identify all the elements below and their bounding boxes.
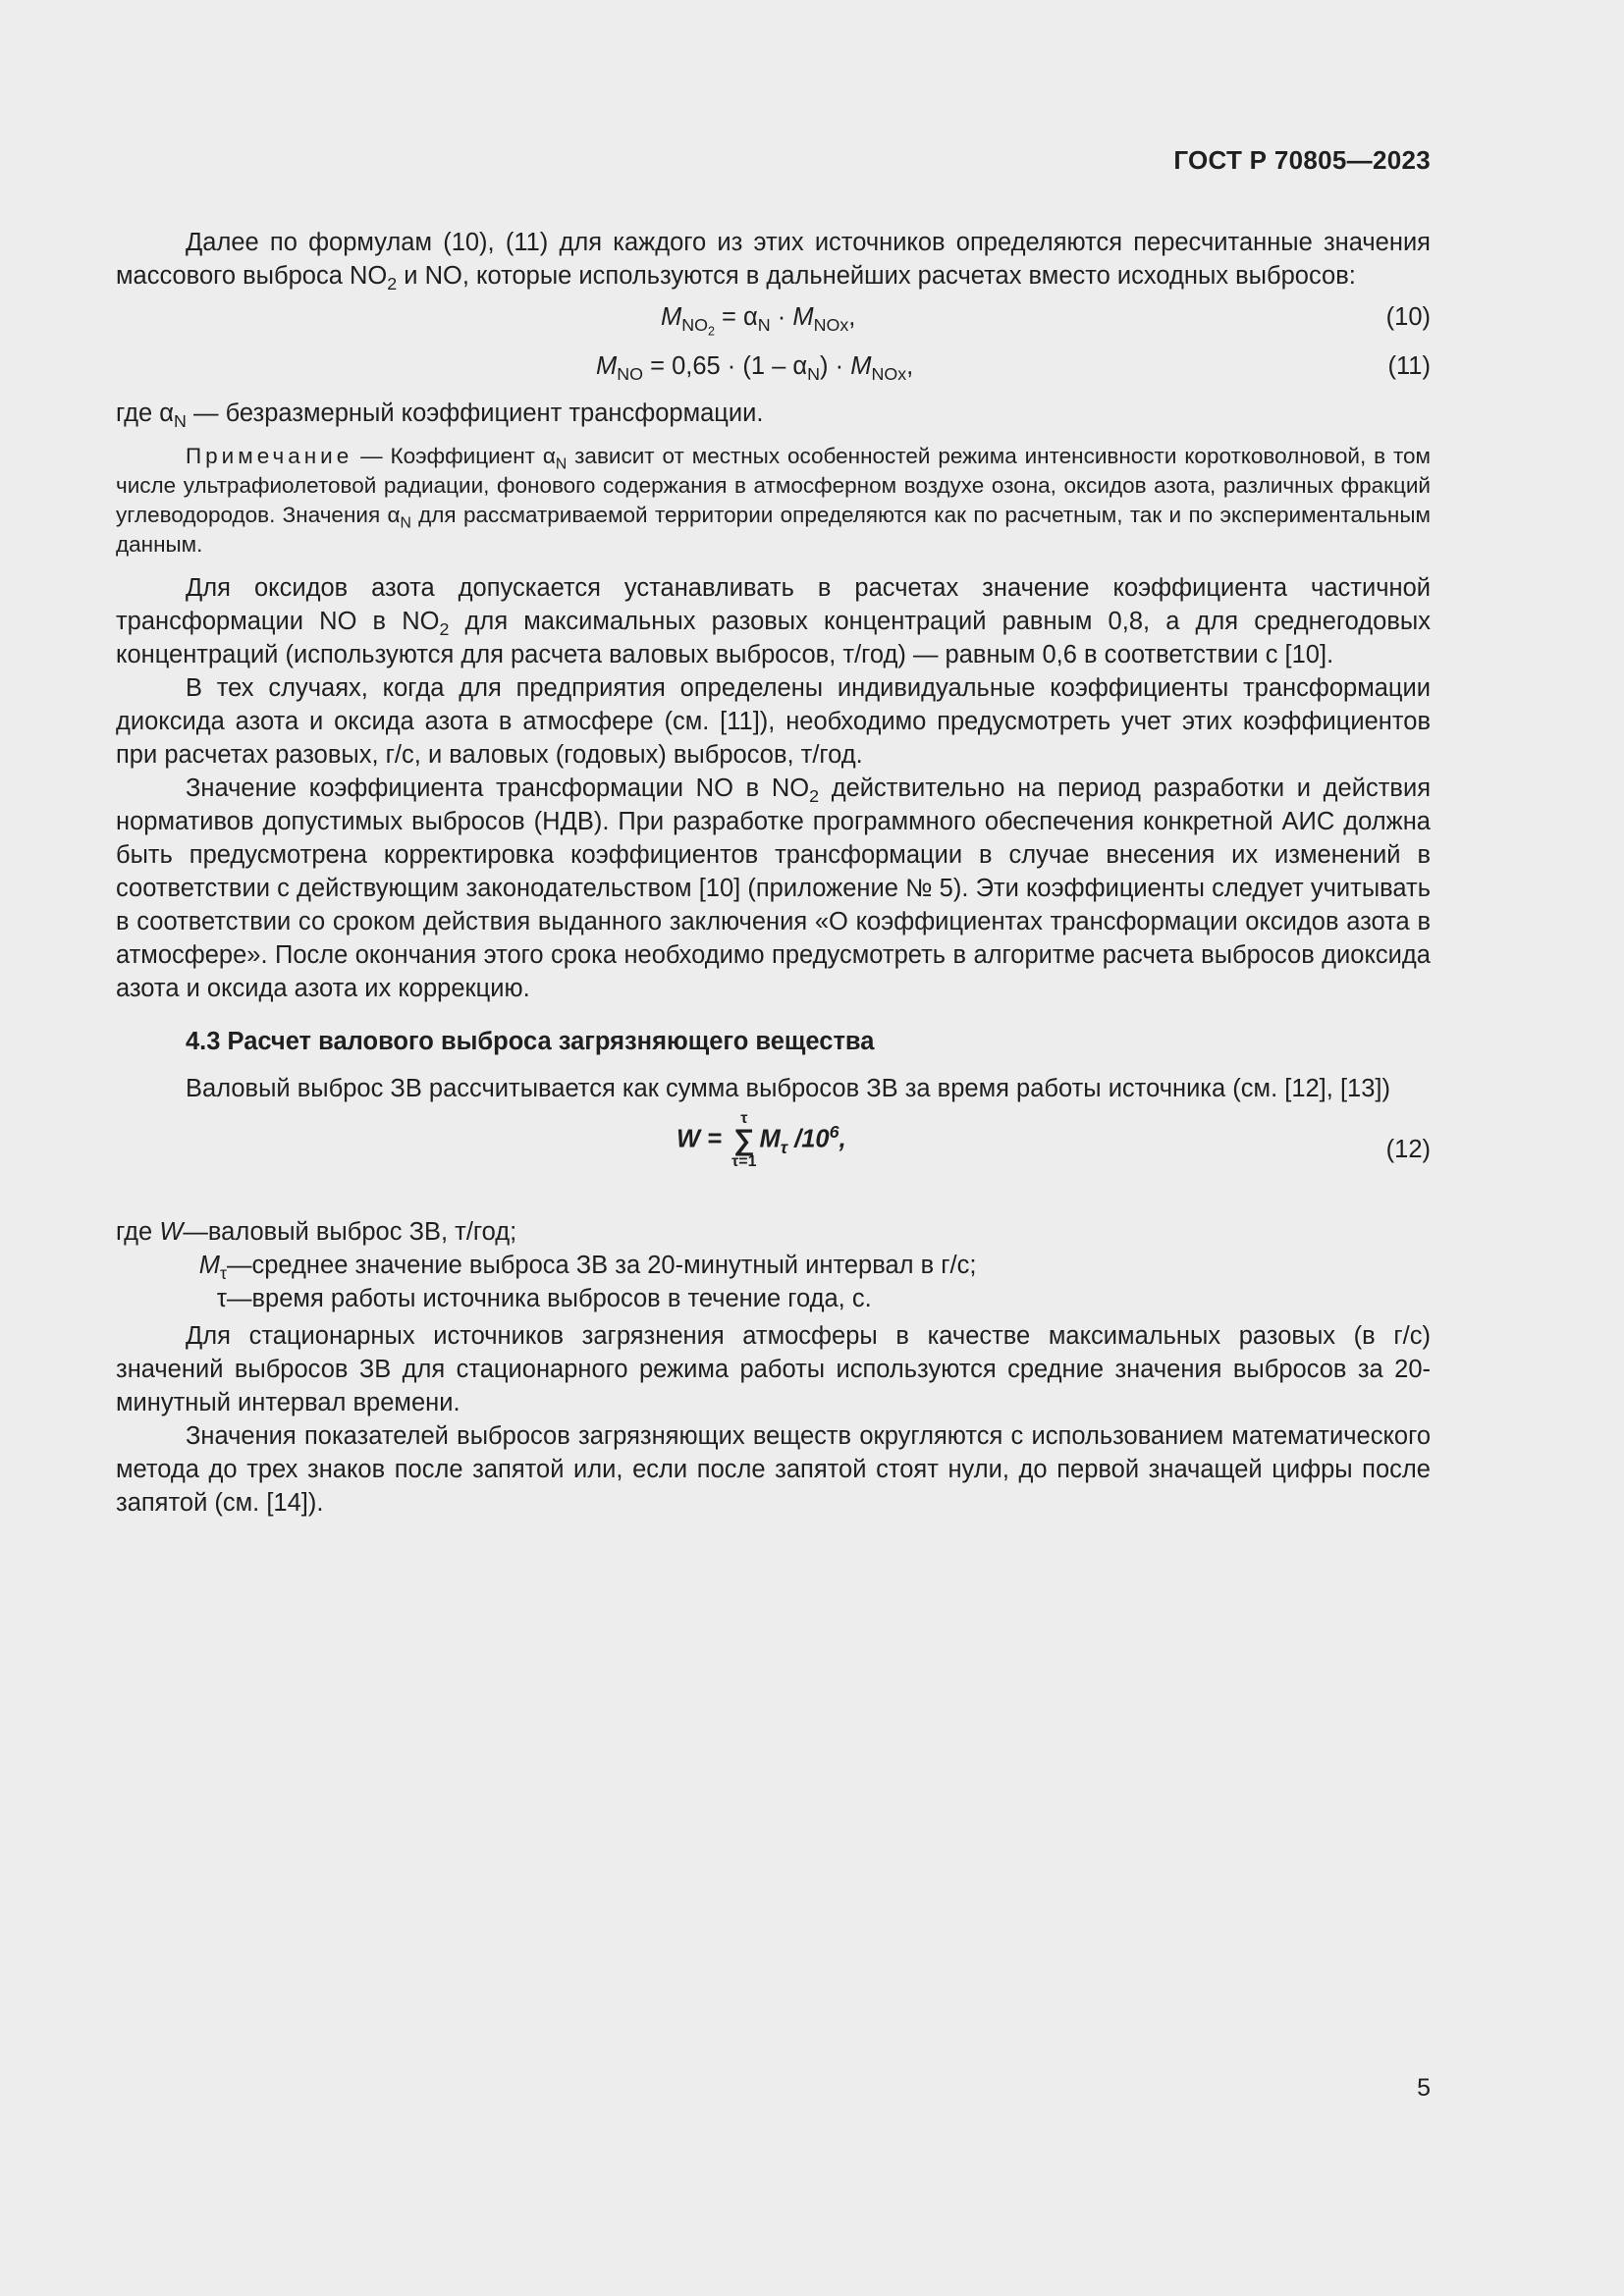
formula-expression: $M_{NO} = 0,65 \cdot (1 - \alpha_N) \cdot M_{NOx}$, — [596, 352, 914, 385]
page-number: 5 — [1417, 2074, 1431, 2102]
document-header: ГОСТ Р 70805—2023 — [1173, 145, 1431, 175]
paragraph: Далее по формулам (10), (11) для каждого из этих источников определяются пересчитанные значения массового выброса $NO_2$ и NO, которые используются в дальнейших расчетах вместо исходных выбросов: — [116, 229, 1431, 294]
formula-number: (12) — [1385, 1136, 1431, 1163]
definition-row: τ — время работы источника выбросов в течение года, с. — [216, 1285, 872, 1312]
definitions-list — [116, 1215, 1431, 1315]
paragraph: Для стационарных источников загрязнения атмосферы в качестве максимальных разовых (в г/с) значений выбросов ЗВ для стационарного режима работы используются средние значения выбросов за 20-минутный интервал времени. — [116, 1322, 1431, 1416]
formula-number: (10) — [1385, 303, 1431, 331]
paragraph: Значение коэффициента трансформации NO в $NO_2$ действительно на период разработки и действия нормативов допустимых выбросов (НДВ). При разработке программного обеспечения конкретной АИС должна быть предусмотрена корректировка коэффициентов трансформации в случае внесения их изменений в соответствии с действующим законодательством [10] (приложение № 5). Эти коэффициенты следует учитывать в соответствии со сроком действия выданного заключения «О коэффициентах трансформации оксидов азота в атмосфере». После окончания этого срока необходимо предусмотреть в алгоритме расчета выбросов диоксида азота и оксида азота их коррекцию. — [116, 774, 1431, 1002]
note-label: Примечание — [186, 444, 353, 468]
where-clause: где $\alpha_N$ — безразмерный коэффициент трансформации. — [116, 400, 764, 432]
sum-operator: τ ∑ τ=1 — [731, 1110, 757, 1170]
formula-11 — [116, 342, 1431, 391]
section-heading: 4.3 Расчет валового выброса загрязняющего вещества — [186, 1028, 875, 1055]
paragraph: В тех случаях, когда для предприятия определены индивидуальные коэффициенты трансформации диоксида азота и оксида азота в атмосфере (см. [11]), необходимо предусмотреть учет этих коэффициентов при расчетах разовых, г/с, и валовых (годовых) выбросов, т/год. — [116, 674, 1431, 769]
definition-row: где W — валовый выброс ЗВ, т/год; — [116, 1218, 517, 1246]
formula-expression: $M_{NO_2} = \alpha_N \cdot M_{NOx}$, — [661, 303, 856, 339]
paragraph: Значения показателей выбросов загрязняющих веществ округляются с использованием математического метода до трех знаков после запятой или, если после запятой стоят нули, до первой значащей цифры после запятой (см. [14]). — [116, 1422, 1431, 1517]
formula-12 — [116, 1111, 1431, 1205]
paragraph: Для оксидов азота допускается устанавливать в расчетах значение коэффициента частичной трансформации NO в $NO_2$ для максимальных разовых концентраций равным 0,8, а для среднегодовых концентраций (используются для расчета валовых выбросов, т/год) — равным 0,6 в соответствии с [10]. — [116, 574, 1431, 668]
paragraph: Валовый выброс ЗВ рассчитывается как сумма выбросов ЗВ за время работы источника (см. [12], [13]) — [186, 1075, 1390, 1102]
formula-10 — [116, 293, 1431, 342]
document-body — [116, 226, 1431, 1520]
formula-number: (11) — [1387, 352, 1431, 380]
definition-row: $M_\tau$ — среднее значение выброса ЗВ за 20-минутный интервал в г/с; — [198, 1252, 977, 1284]
note: Примечание — Коэффициент $\alpha_N$ зависит от местных особенностей режима интенсивности коротковолновой, в том числе ультрафиолетовой радиации, фонового содержания в атмосферном воздухе озона, оксидов азота, различных фракций углеводородов. Значения $\alpha_N$ для рассматриваемой территории определяются как по расчетным, так и по экспериментальным данным. — [116, 444, 1431, 557]
formula-expression: W = τ ∑ τ=1 $M_\tau$ $/10^6$, — [677, 1110, 846, 1170]
